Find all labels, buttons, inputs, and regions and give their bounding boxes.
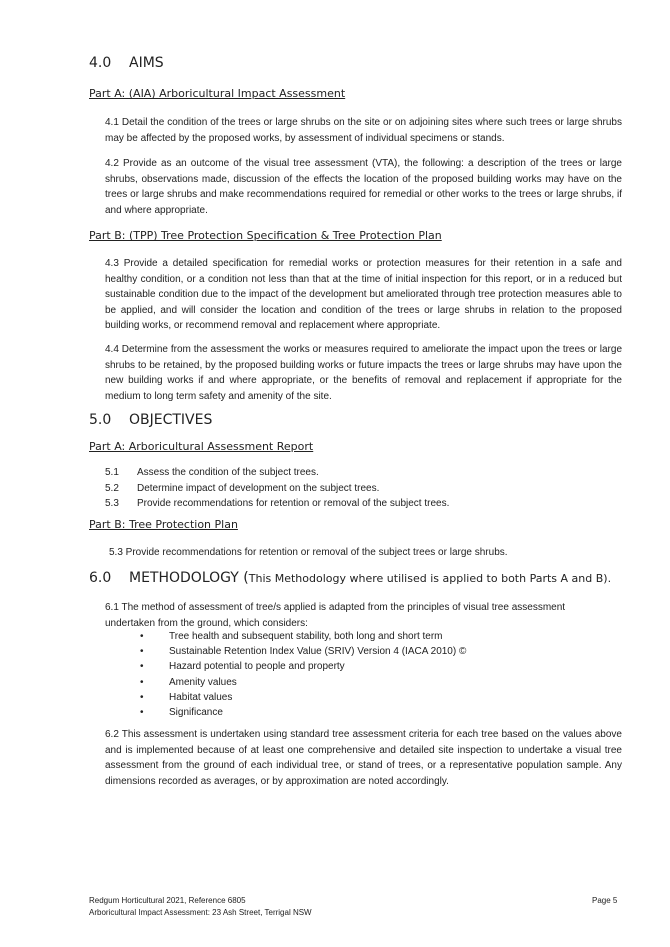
list-item: • Sustainable Retention Index Value (SRIV) Version 4 (IACA 2010) © [140,646,467,658]
section-4-title: AIMS [129,55,164,71]
section-6-heading [89,570,611,586]
section-4-part-b-heading: Part B: (TPP) Tree Protection Specification & Tree Protection Plan [89,229,442,242]
footer-line-2: Arboricultural Impact Assessment: 23 Ash Street, Terrigal NSW [89,908,312,917]
list-item: 5.2 Determine impact of development on the subject trees. [105,482,380,494]
list-item: • Tree health and subsequent stability, both long and short term [140,631,443,642]
list-item: 5.3 Provide recommendations for retention or removal of the subject trees. [105,498,450,510]
section-6-number: 6.0 [89,570,112,586]
section-4-heading [89,55,164,71]
list-item: • Significance [140,706,223,718]
paragraph-4-3: 4.3 Provide a detailed specification for remedial works or protection measures for their retention in a safe and healthy condition, or a condition not less than that at the time of initial inspection for this report, or in a reduced but sustainable condition due to the impact of the development but ameliorated through tree protection measures able to be applied, and will consider the location and condition of the trees or large shrubs in relation to the proposed building works, or recommend removal and replacement where appropriate. [105,258,622,332]
section-5-part-b-heading: Part B: Tree Protection Plan [89,518,238,531]
list-item: • Habitat values [140,691,233,703]
page-number: Page 5 [592,896,618,905]
list-item: 5.1 Assess the condition of the subject trees. [105,467,319,478]
considerations-list [140,629,466,720]
paragraph-6-1: 6.1 The method of assessment of tree/s applied is adapted from the principles of visual tree assessment undertaken from the ground, which considers: [105,602,566,629]
section-5-part-a-heading: Part A: Arboricultural Assessment Report [89,440,314,453]
paragraph-4-4: 4.4 Determine from the assessment the works or measures required to ameliorate the impact upon the trees or large shrubs to be retained, by the proposed building works or future impacts the trees or large shrubs may have upon the new building works if and where appropriate, or the benefits of removal and replacement if appropriate for the medium to long term safety and amenity of the site. [105,344,622,402]
section-4-number: 4.0 [89,55,112,71]
paragraph-6-2: 6.2 This assessment is undertaken using standard tree assessment criteria for each tree based on the values above and is implemented because of at least one comprehensive and detailed site inspection to undertake a visual tree assessment from the ground of each individual tree, or stand of trees, or a representative population sample. Any dimensions recorded as averages, or by approximation are noted accordingly. [105,729,622,787]
section-4-part-a-heading: Part A: (AIA) Arboricultural Impact Assessment [89,87,346,100]
paragraph-4-2: 4.2 Provide as an outcome of the visual tree assessment (VTA), the following: a description of the trees or large shrubs, observations made, discussion of the effects the location of the proposed building works may have on the trees or large shrubs and make recommendations required for remedial or other works to the trees or large shrubs, if and where appropriate. [105,158,622,216]
objectives-list [105,465,449,512]
section-6-title: METHODOLOGY ( [129,570,249,586]
section-6-title-note: This Methodology where utilised is applied to both Parts A and B). [248,572,612,585]
section-5-number: 5.0 [89,412,112,428]
section-5-heading [89,412,212,428]
paragraph-5-3-b: 5.3 Provide recommendations for retention or removal of the subject trees or large shrubs. [109,547,508,558]
list-item: • Hazard potential to people and property [140,661,345,673]
paragraph-4-1: 4.1 Detail the condition of the trees or large shrubs on the site or on adjoining sites where such trees or large shrubs may be affected by the proposed works, by assessment of individual specimens or stands. [105,117,622,144]
list-item: • Amenity values [140,676,237,688]
footer-line-1: Redgum Horticultural 2021, Reference 6805 [89,896,246,905]
section-5-title: OBJECTIVES [129,412,213,428]
